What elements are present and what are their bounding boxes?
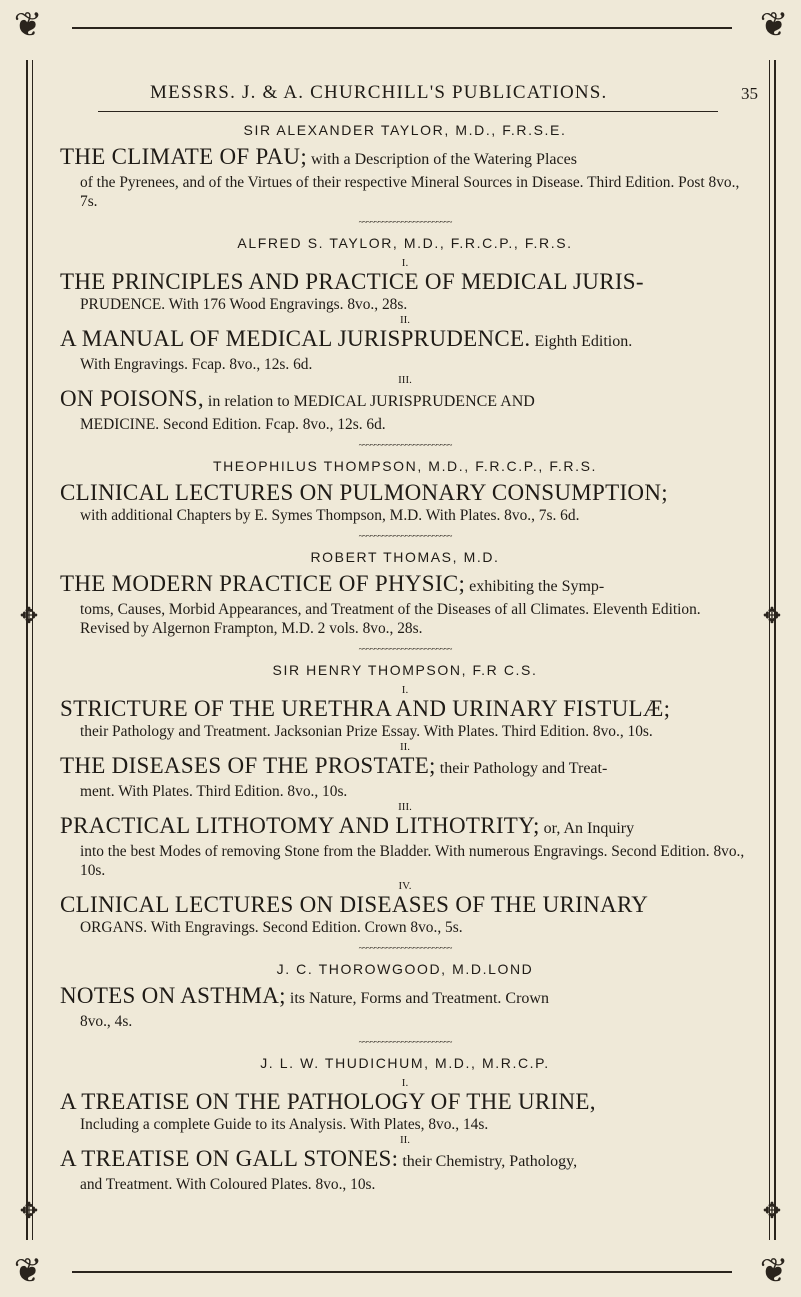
page-number: 35: [741, 84, 758, 103]
entry-numeral: II.: [399, 741, 411, 753]
publication-title: [60, 386, 750, 415]
title-main: NOTES ON ASTHMA;: [60, 983, 286, 1008]
running-header: MESSRS. J. & A. CHURCHILL'S PUBLICATIONS.: [150, 82, 608, 103]
publication-title: [60, 1146, 750, 1175]
author-name: ALFRED S. TAYLOR, M.D., F.R.C.P., F.R.S.: [237, 235, 573, 251]
publication-description: with additional Chapters by E. Symes Thompson, M.D. With Plates. 8vo., 7s. 6d.: [80, 507, 580, 524]
author-name: ROBERT THOMAS, M.D.: [310, 549, 500, 565]
title-main: PRACTICAL LITHOTOMY AND LITHOTRITY;: [60, 813, 540, 838]
publication-entry: [60, 1077, 750, 1134]
right-border-rule-inner: [769, 60, 770, 1240]
publication-list: [60, 118, 750, 1194]
publication-entry: [60, 1134, 750, 1194]
publication-description: ment. With Plates. Third Edition. 8vo., 10s.: [80, 783, 348, 800]
corner-ornament-icon: ❦: [13, 1253, 43, 1290]
title-main: CLINICAL LECTURES ON DISEASES OF THE URINARY: [60, 892, 649, 917]
entry-numeral: III.: [398, 801, 412, 813]
publication-description: MEDICINE. Second Edition. Fcap. 8vo., 12s. 6d.: [80, 416, 386, 433]
title-continuation: with a Description of the Watering Places: [307, 151, 577, 168]
title-main: A MANUAL OF MEDICAL JURISPRUDENCE.: [60, 326, 531, 351]
title-main: A TREATISE ON GALL STONES:: [60, 1146, 399, 1171]
publication-description: into the best Modes of removing Stone from the Bladder. With numerous Engravings. Second Edition. 8vo., 10s.: [80, 843, 745, 879]
title-continuation: their Chemistry, Pathology,: [398, 1153, 578, 1170]
title-main: THE CLIMATE OF PAU;: [60, 144, 308, 169]
publication-title: [60, 571, 750, 600]
publication-entry: [60, 741, 750, 801]
publication-entry: [60, 880, 750, 937]
entry-numeral: I.: [401, 257, 409, 269]
title-continuation: their Pathology and Treat-: [435, 760, 608, 777]
entry-numeral: IV.: [398, 880, 412, 892]
wavy-separator-icon: ~~~~~~~~~~~~~~~~~~~~~~~~: [358, 646, 452, 652]
header-rule: [98, 111, 718, 112]
publication-description: and Treatment. With Coloured Plates. 8vo., 10s.: [80, 1176, 376, 1193]
publication-entry: [60, 314, 750, 374]
publication-entry: [60, 801, 750, 880]
author-section: [60, 662, 750, 951]
author-name: SIR ALEXANDER TAYLOR, M.D., F.R.S.E.: [243, 122, 567, 138]
publication-description: ORGANS. With Engravings. Second Edition. Crown 8vo., 5s.: [80, 919, 463, 936]
side-ornament-icon: ✥: [19, 1198, 39, 1223]
entry-numeral: II.: [399, 1134, 411, 1146]
publication-description: With Engravings. Fcap. 8vo., 12s. 6d.: [80, 356, 313, 373]
wavy-separator-icon: ~~~~~~~~~~~~~~~~~~~~~~~~: [358, 219, 452, 225]
author-section: [60, 1055, 750, 1194]
author-name: THEOPHILUS THOMPSON, M.D., F.R.C.P., F.R.S.: [212, 458, 598, 474]
entry-numeral: III.: [398, 374, 412, 386]
publication-title: [60, 326, 750, 355]
wavy-separator-icon: ~~~~~~~~~~~~~~~~~~~~~~~~: [358, 945, 452, 951]
title-main: THE MODERN PRACTICE OF PHYSIC;: [60, 571, 466, 596]
entry-numeral: I.: [401, 684, 409, 696]
bottom-border-rule: [72, 1271, 732, 1273]
publication-description: of the Pyrenees, and of the Virtues of their respective Mineral Sources in Disease. Third Edition. Post 8vo., 7s.: [80, 174, 740, 210]
title-continuation: in relation to MEDICAL JURISPRUDENCE AND: [203, 393, 535, 410]
wavy-separator-icon: ~~~~~~~~~~~~~~~~~~~~~~~~: [358, 533, 452, 539]
author-section: [60, 549, 750, 652]
title-continuation: or, An Inquiry: [539, 820, 635, 837]
corner-ornament-icon: ❦: [759, 7, 789, 44]
author-name: J. C. THOROWGOOD, M.D.LOND: [276, 961, 534, 977]
author-section: [60, 458, 750, 539]
right-border-rule: [774, 60, 776, 1240]
title-continuation: Eighth Edition.: [530, 333, 633, 350]
publication-title: [60, 983, 750, 1012]
author-section: [60, 235, 750, 448]
left-border-rule-inner: [32, 60, 33, 1240]
publication-entry: [60, 374, 750, 434]
publication-title: [60, 1089, 750, 1115]
wavy-separator-icon: ~~~~~~~~~~~~~~~~~~~~~~~~: [358, 1039, 452, 1045]
title-main: CLINICAL LECTURES ON PULMONARY CONSUMPTION;: [60, 480, 668, 505]
title-main: ON POISONS,: [60, 386, 204, 411]
wavy-separator-icon: ~~~~~~~~~~~~~~~~~~~~~~~~: [358, 442, 452, 448]
author-name: SIR HENRY THOMPSON, F.R C.S.: [272, 662, 538, 678]
publication-title: [60, 696, 750, 722]
publication-title: [60, 753, 750, 782]
entry-numeral: I.: [401, 1077, 409, 1089]
publication-title: [60, 813, 750, 842]
publication-description: 8vo., 4s.: [80, 1013, 133, 1030]
side-ornament-icon: ✥: [19, 603, 39, 628]
publication-title: [60, 144, 750, 173]
publication-entry: [60, 144, 750, 211]
publication-entry: [60, 480, 750, 525]
side-ornament-icon: ✥: [762, 603, 782, 628]
top-border-rule: [72, 27, 732, 29]
publication-title: [60, 480, 750, 506]
entry-numeral: II.: [399, 314, 411, 326]
publication-title: [60, 269, 750, 295]
title-main: STRICTURE OF THE URETHRA AND URINARY FISTULÆ;: [60, 696, 671, 721]
publication-description: Including a complete Guide to its Analysis. With Plates, 8vo., 14s.: [80, 1116, 489, 1133]
author-name: J. L. W. THUDICHUM, M.D., M.R.C.P.: [260, 1055, 550, 1071]
title-continuation: exhibiting the Symp-: [465, 578, 605, 595]
title-main: THE PRINCIPLES AND PRACTICE OF MEDICAL JURIS-: [60, 269, 644, 294]
publication-entry: [60, 571, 750, 638]
title-main: THE DISEASES OF THE PROSTATE;: [60, 753, 436, 778]
publication-description: toms, Causes, Morbid Appearances, and Treatment of the Diseases of all Climates. Eleventh Edition. Revised by Algernon Frampton, M.D. 2 vols. 8vo., 28s.: [80, 601, 701, 637]
publication-description: their Pathology and Treatment. Jacksonian Prize Essay. With Plates. Third Edition. 8vo., 10s.: [80, 723, 653, 740]
author-section: [60, 961, 750, 1045]
side-ornament-icon: ✥: [762, 1198, 782, 1223]
publication-title: [60, 892, 750, 918]
corner-ornament-icon: ❦: [759, 1253, 789, 1290]
publication-description: PRUDENCE. With 176 Wood Engravings. 8vo., 28s.: [80, 296, 408, 313]
publication-entry: [60, 257, 750, 314]
title-continuation: its Nature, Forms and Treatment. Crown: [285, 990, 549, 1007]
title-main: A TREATISE ON THE PATHOLOGY OF THE URINE,: [60, 1089, 596, 1114]
publication-entry: [60, 684, 750, 741]
corner-ornament-icon: ❦: [13, 7, 43, 44]
publication-entry: [60, 983, 750, 1031]
author-section: [60, 122, 750, 225]
left-border-rule: [26, 60, 28, 1240]
